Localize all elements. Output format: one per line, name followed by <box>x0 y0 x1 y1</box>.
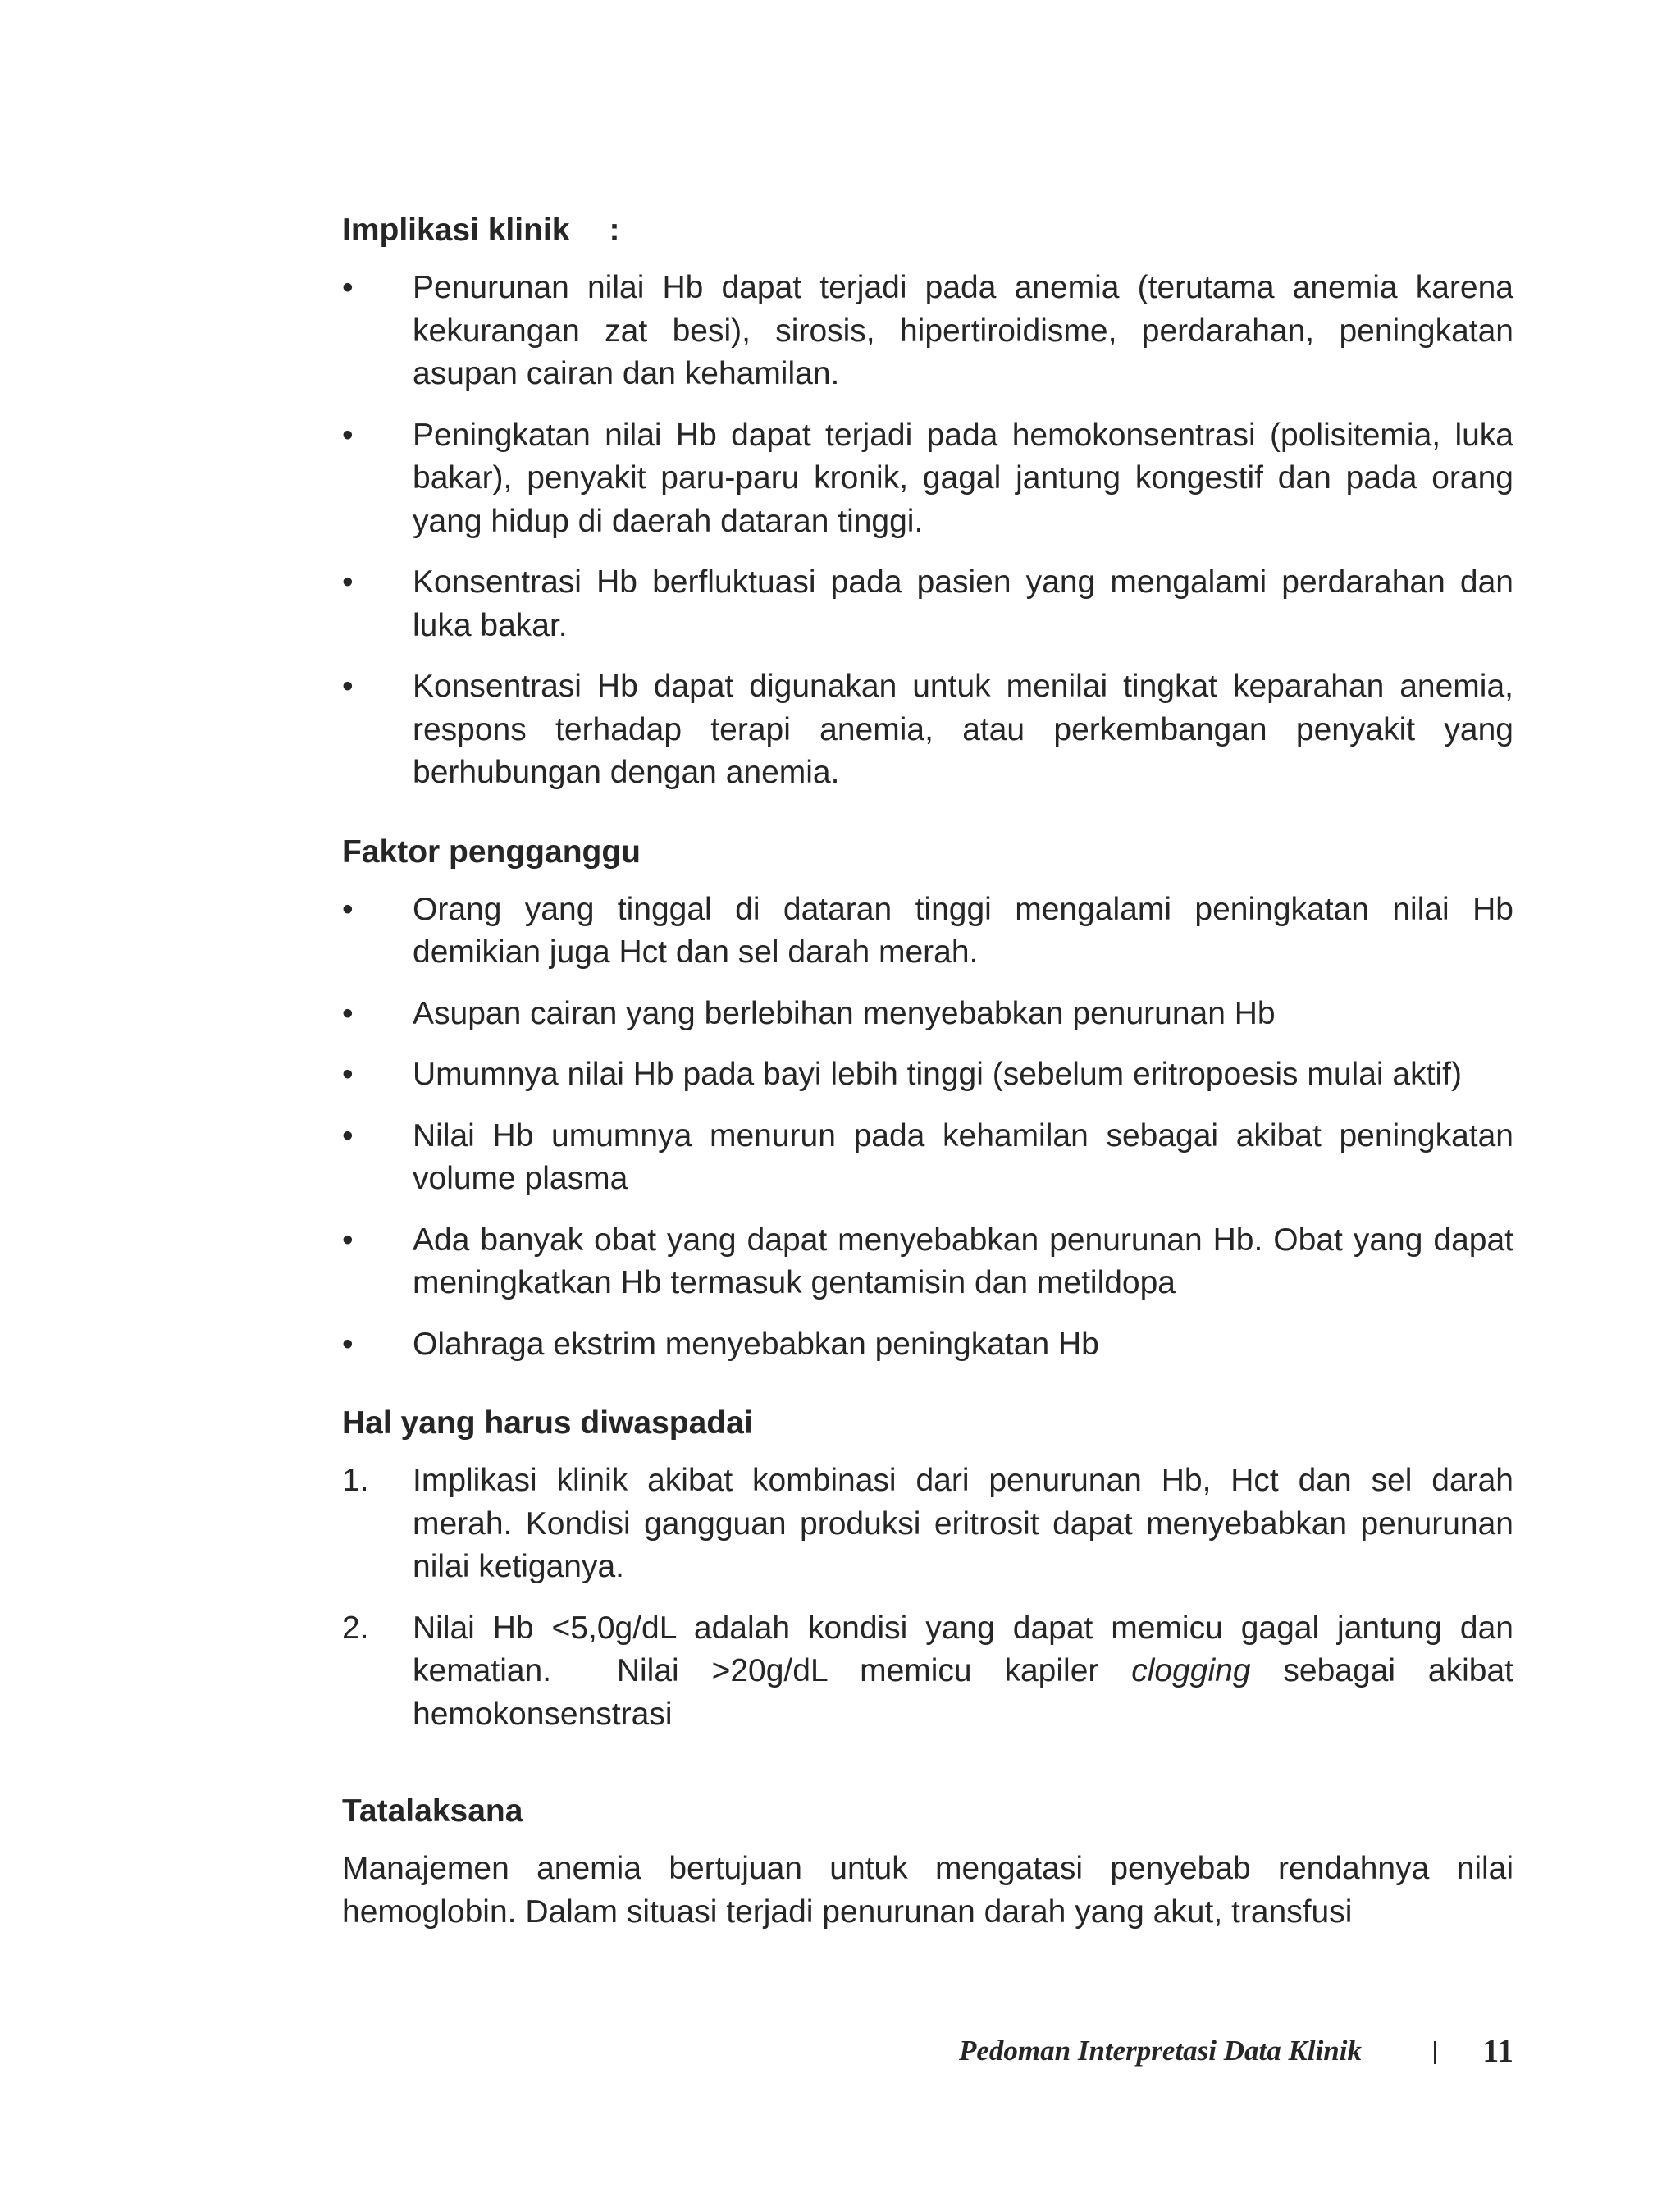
section-heading: Tatalaksana <box>342 1793 523 1829</box>
bullet-marker: • <box>342 891 354 927</box>
list-item-text: Orang yang tinggal di dataran tinggi mengalami peningkatan nilai Hb demikian juga Hct dan sel darah merah. <box>413 891 1513 970</box>
text-segment: sebagai akibat hemokonsenstrasi <box>413 1653 1513 1732</box>
list-item <box>342 1460 1513 1589</box>
heading-colon: : <box>609 212 620 248</box>
bullet-list <box>342 889 1513 1367</box>
bullet-list <box>342 267 1513 795</box>
bullet-marker: • <box>342 564 354 600</box>
list-item-text: Olahraga ekstrim menyebabkan peningkatan Hb <box>413 1326 1099 1362</box>
list-item-text: Penurunan nilai Hb dapat terjadi pada anemia (terutama anemia karena kekurangan zat besi), sirosis, hipertiroidisme, perdarahan, peningkatan asupan cairan dan kehamilan. <box>413 270 1513 391</box>
section-implikasi-klinik <box>342 209 1513 795</box>
section-tatalaksana <box>342 1790 1513 1934</box>
page-number: 11 <box>1482 2032 1513 2069</box>
bullet-marker: • <box>342 270 354 305</box>
footer-book-title: Pedoman Interpretasi Data Klinik <box>958 2035 1362 2067</box>
section-faktor-pengganggu <box>342 831 1513 1367</box>
page-content <box>342 209 1522 1934</box>
italic-term: clogging <box>1131 1653 1251 1688</box>
list-item-text <box>413 1610 1522 1732</box>
section-heading: Implikasi klinik : <box>342 209 1513 252</box>
number-marker: 1. <box>342 1463 369 1498</box>
list-item-text: Konsentrasi Hb dapat digunakan untuk menilai tingkat keparahan anemia, respons terhadap terapi anemia, atau perkembangan penyakit yang berhubungan dengan anemia. <box>413 669 1513 790</box>
list-item <box>342 665 1513 795</box>
list-item-text: Ada banyak obat yang dapat menyebabkan penurunan Hb. Obat yang dapat meningkatkan Hb termasuk gentamisin dan metildopa <box>413 1222 1513 1300</box>
list-item <box>342 561 1513 647</box>
list-item-text: Umumnya nilai Hb pada bayi lebih tinggi (sebelum eritropoesis mulai aktif) <box>413 1057 1462 1092</box>
bullet-marker: • <box>342 1222 354 1258</box>
list-item <box>342 1219 1513 1305</box>
list-item <box>342 1323 1513 1367</box>
bullet-marker: • <box>342 1117 354 1153</box>
body-paragraph: Manajemen anemia bertujuan untuk mengatasi penyebab rendahnya nilai hemoglobin. Dalam situasi terjadi penurunan darah yang akut, transfusi <box>342 1851 1513 1930</box>
list-item <box>342 1115 1513 1201</box>
list-item <box>342 993 1513 1036</box>
list-item <box>342 1607 1522 1737</box>
bullet-marker: • <box>342 417 354 453</box>
list-item <box>342 889 1513 975</box>
bullet-marker: • <box>342 1326 354 1362</box>
section-hal-yang-harus-diwaspadai <box>342 1402 1522 1736</box>
bullet-marker: • <box>342 669 354 704</box>
list-item-text: Nilai Hb umumnya menurun pada kehamilan sebagai akibat peningkatan volume plasma <box>413 1117 1513 1196</box>
section-heading: Hal yang harus diwaspadai <box>342 1405 753 1441</box>
numbered-list <box>342 1460 1522 1736</box>
bullet-marker: • <box>342 1057 354 1092</box>
list-item-text: Implikasi klinik akibat kombinasi dari penurunan Hb, Hct dan sel darah merah. Kondisi gangguan produksi eritrosit dapat menyebabkan penurunan nilai ketiganya. <box>413 1463 1513 1584</box>
list-item <box>342 1053 1513 1097</box>
list-item <box>342 414 1513 544</box>
number-marker: 2. <box>342 1610 369 1646</box>
page-footer <box>902 2031 1513 2080</box>
list-item-text: Konsentrasi Hb berfluktuasi pada pasien yang mengalami perdarahan dan luka bakar. <box>413 564 1513 643</box>
list-item <box>342 267 1513 396</box>
section-heading: Faktor pengganggu <box>342 834 641 870</box>
text-segment: Nilai Hb <5,0g/dL adalah kondisi yang dapat memicu gagal jantung dan kematian. Nilai >20g/dL memicu kapiler <box>413 1610 1522 1688</box>
list-item-text: Peningkatan nilai Hb dapat terjadi pada hemokonsentrasi (polisitemia, luka bakar), penyakit paru-paru kronik, gagal jantung kongestif dan pada orang yang hidup di daerah dataran tinggi. <box>413 417 1513 539</box>
list-item-text: Asupan cairan yang berlebihan menyebabkan penurunan Hb <box>413 995 1276 1031</box>
bullet-marker: • <box>342 995 354 1031</box>
footer-separator <box>1434 2041 1436 2064</box>
